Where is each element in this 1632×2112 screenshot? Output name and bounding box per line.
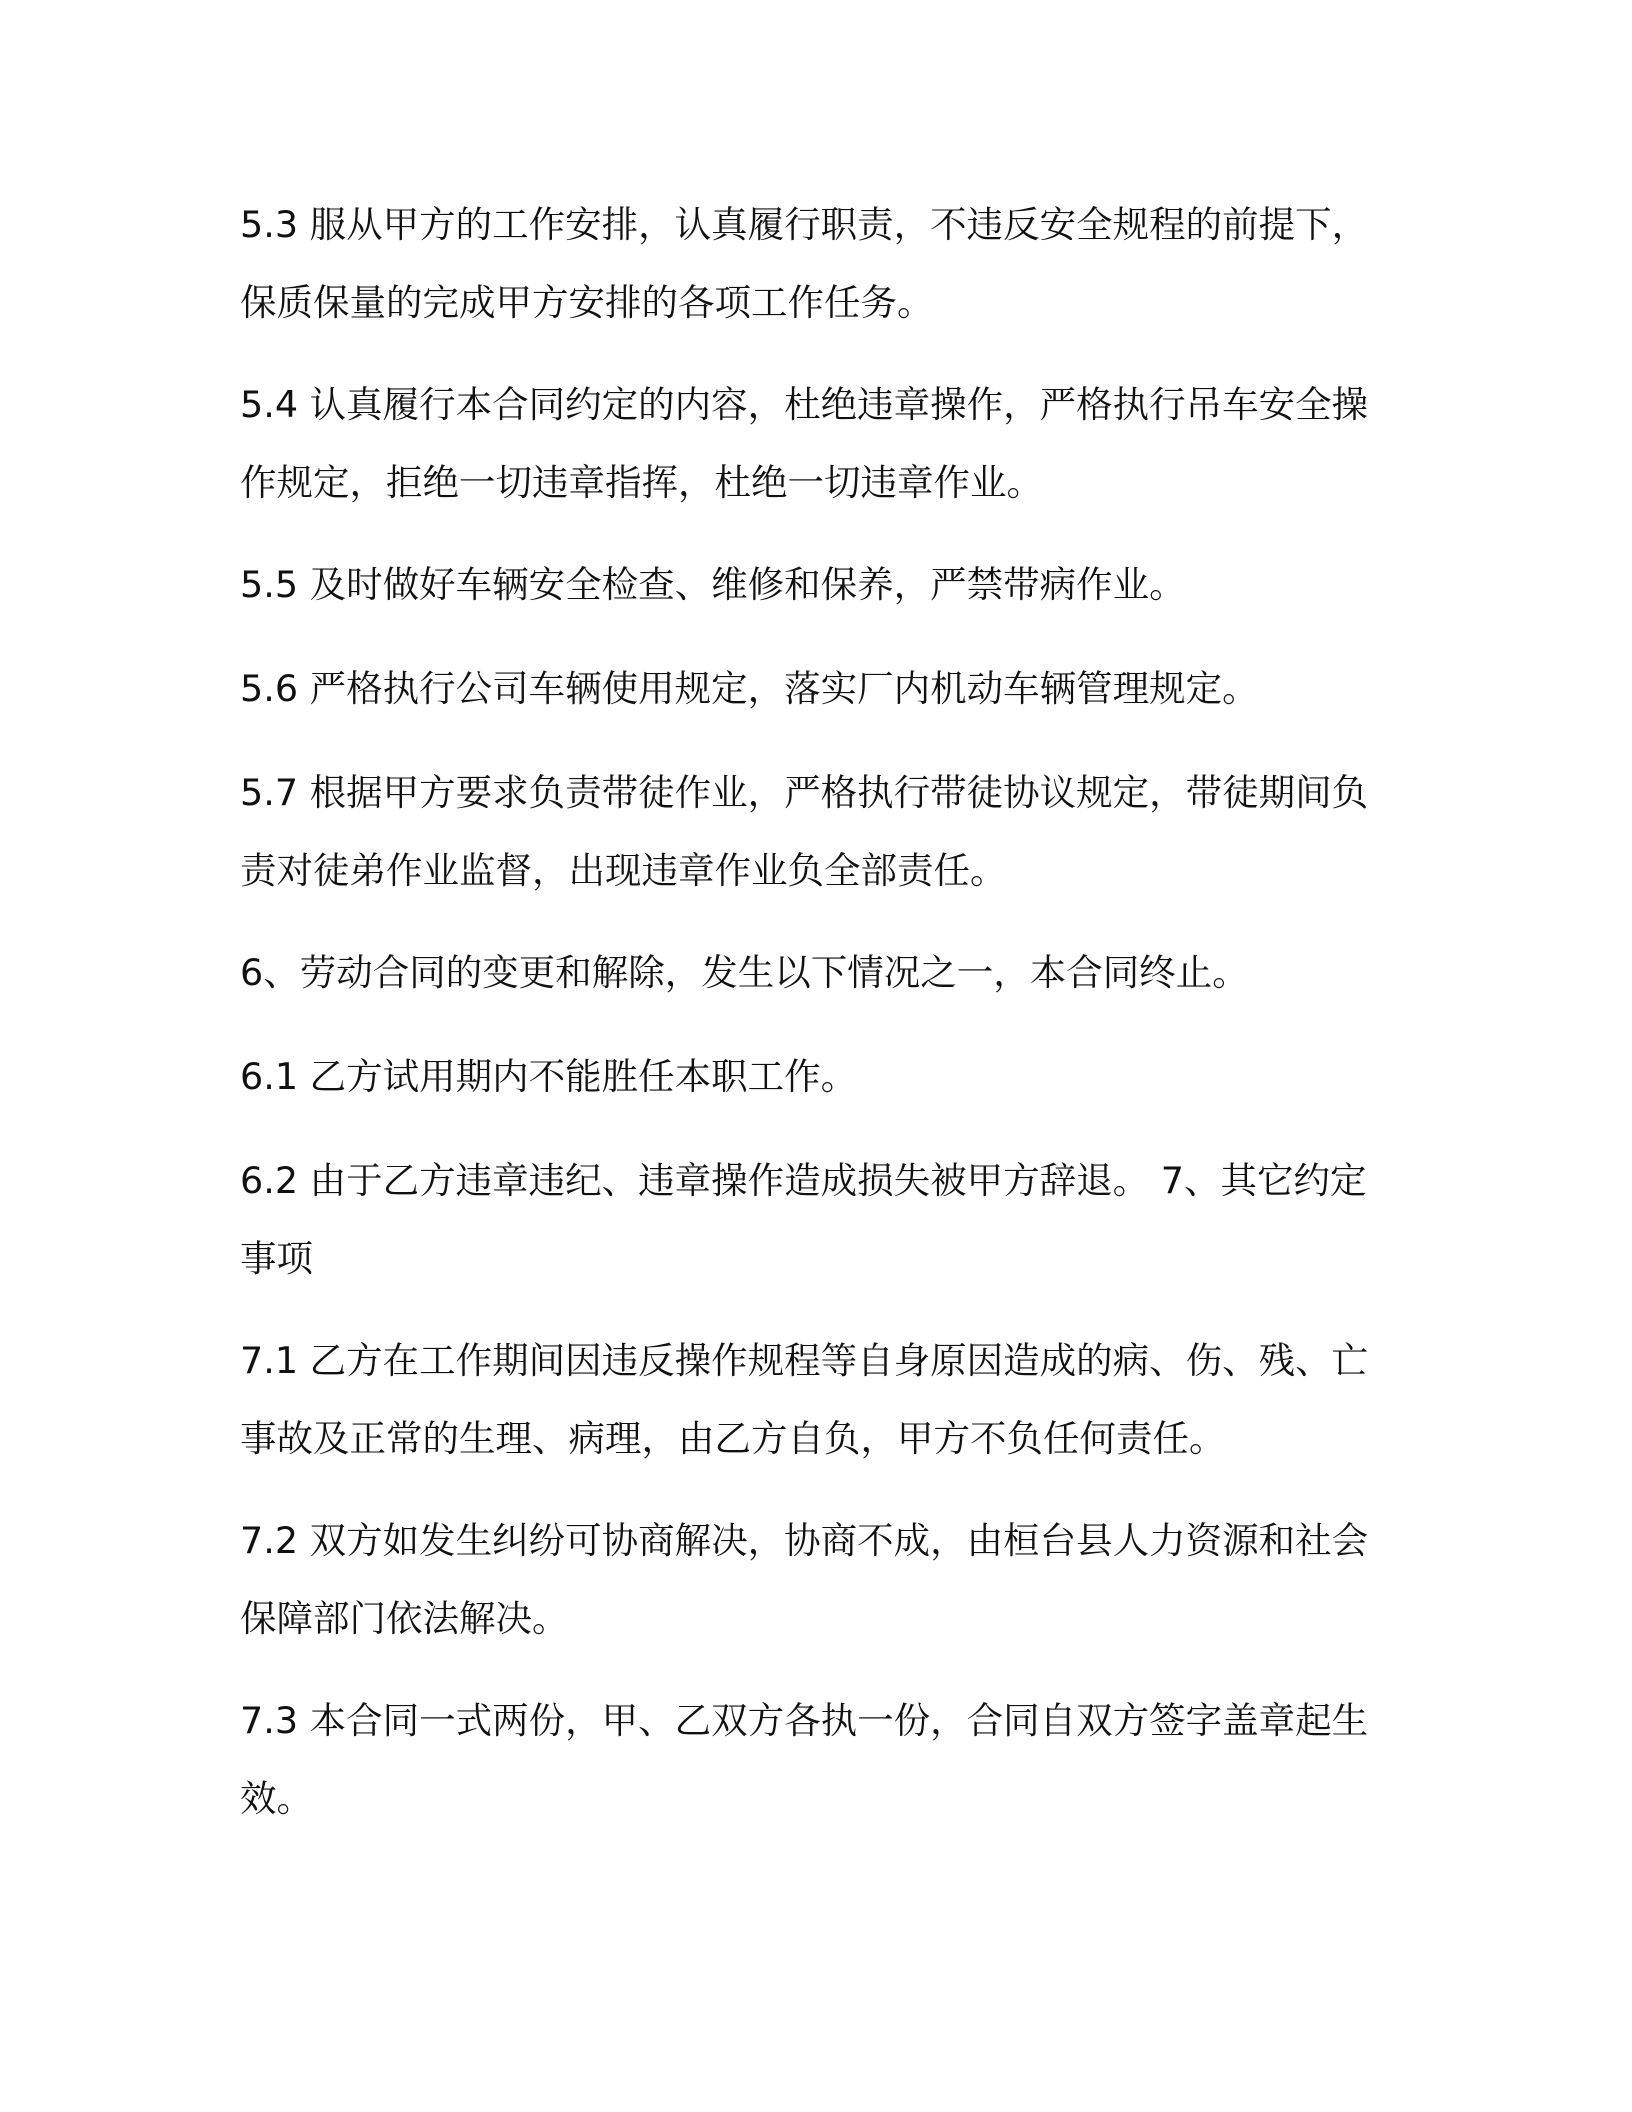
clause-5-6: 5.6 严格执行公司车辆使用规定，落实厂内机动车辆管理规定。 bbox=[240, 667, 1259, 710]
clause-7-1: 7.1 乙方在工作期间因违反操作规程等自身原因造成的病、伤、残、亡事故及正常的生理、病理，由乙方自负，甲方不负任何责任。 bbox=[240, 1339, 1369, 1460]
clause-6: 6、劳动合同的变更和解除，发生以下情况之一，本合同终止。 bbox=[240, 951, 1249, 994]
clause-5-5: 5.5 及时做好车辆安全检查、维修和保养，严禁带病作业。 bbox=[240, 563, 1186, 606]
clause-7-3: 7.3 本合同一式两份，甲、乙双方各执一份，合同自双方签字盖章起生效。 bbox=[240, 1699, 1369, 1820]
clause-5-7: 5.7 根据甲方要求负责带徒作业，严格执行带徒协议规定，带徒期间负责对徒弟作业监督，出现违章作业负全部责任。 bbox=[240, 771, 1369, 892]
clause-5-3: 5.3 服从甲方的工作安排，认真履行职责，不违反安全规程的前提下，保质保量的完成甲方安排的各项工作任务。 bbox=[240, 203, 1369, 324]
document-body bbox=[240, 186, 1390, 1862]
clause-6-1: 6.1 乙方试用期内不能胜任本职工作。 bbox=[240, 1055, 858, 1098]
clause-7-2: 7.2 双方如发生纠纷可协商解决，协商不成，由桓台县人力资源和社会保障部门依法解决。 bbox=[240, 1519, 1369, 1640]
clause-6-2: 6.2 由于乙方违章违纪、违章操作造成损失被甲方辞退。 7、其它约定事项 bbox=[240, 1159, 1367, 1280]
clause-5-4: 5.4 认真履行本合同约定的内容，杜绝违章操作，严格执行吊车安全操作规定，拒绝一切违章指挥，杜绝一切违章作业。 bbox=[240, 383, 1369, 504]
